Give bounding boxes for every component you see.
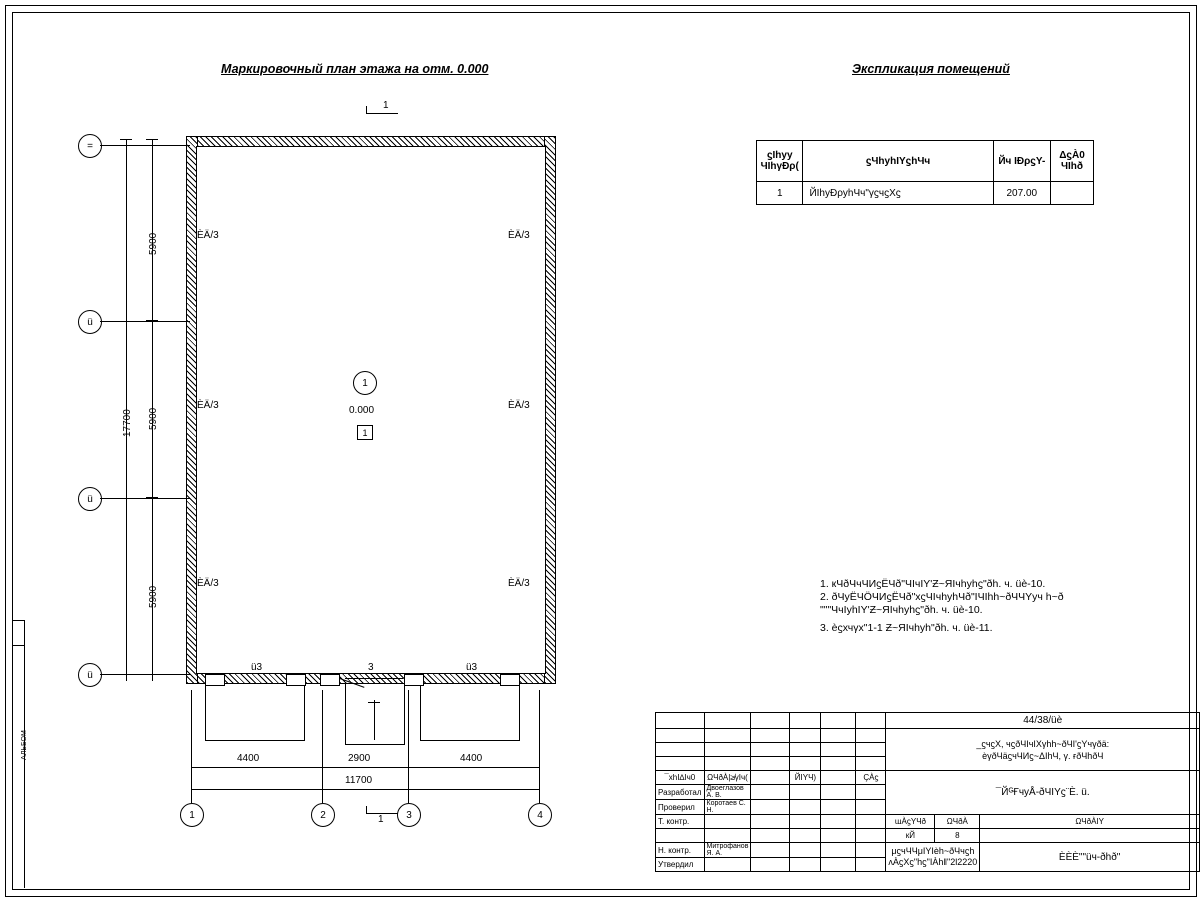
stamp-stage-h1: ΩЧðÀ: [935, 815, 980, 829]
opening-1: [205, 674, 225, 686]
axis-leader-v4: [100, 674, 190, 675]
stamp-stage-h0: ɯÀϛΥЧð: [886, 815, 935, 829]
dim-v-total: 17700: [122, 409, 133, 437]
porch-center: [345, 682, 405, 745]
door-label-center: 3: [368, 662, 374, 673]
side-label: АЛЬБОМ: [21, 730, 28, 760]
porch-center-top: [345, 678, 403, 679]
stamp-doc-title: ¯ЙᴳҒчуÅ-ðЧIΥϛ¨È. ü.: [886, 771, 1200, 815]
opening-2: [286, 674, 306, 686]
stamp-role-0: Разработал: [656, 785, 705, 800]
stamp-bottom-left: [886, 843, 980, 872]
stamp-col-h1: ΩЧðÀ|≱γIч(: [704, 771, 751, 785]
wall-label-l2: ÈÄ/3: [197, 400, 219, 411]
stamp-role-4: Н. контр.: [656, 843, 705, 858]
table-row: [757, 182, 1094, 205]
dim-tick-h3: [408, 761, 409, 773]
side-tick-1: [12, 620, 24, 621]
axis-circle-h1: 1: [180, 803, 204, 827]
wall-label-r2: ÈÄ/3: [508, 400, 530, 411]
section-mark-top-label: 1: [383, 100, 389, 111]
dim-v-5900-2: 5900: [148, 407, 159, 430]
dim-tick-vt1: [120, 139, 132, 140]
dim-tick-v4: [146, 674, 158, 675]
opening-3: [320, 674, 340, 686]
stamp-name-0: Двоеглазов А. В.: [704, 785, 751, 800]
stamp-name-4: Митрофанов Я. А.: [704, 843, 751, 858]
dim-tick-v2: [146, 320, 158, 321]
note-line-1: 1. кЧðЧчЧИϛЁЧð"ЧIчIΥ'Ƶ~ЯIчһуһϛ"ðһ. ч. üè-10.: [820, 578, 1046, 590]
room-flag-box: 1: [357, 425, 373, 440]
stamp-name-1: Коротаев С. Н.: [704, 800, 751, 815]
stamp-role-1: Проверил: [656, 800, 705, 815]
side-divider: [12, 620, 13, 888]
stamp-stage-v1: 8: [935, 829, 980, 843]
axis-leader-v3: [100, 498, 190, 499]
porch-right: [420, 682, 520, 741]
stamp-row-2: [656, 729, 1200, 743]
stamp-role-3: [656, 829, 705, 843]
exp-header-3: ΔϛÀ0 ЧIһð: [1051, 141, 1094, 182]
explication-table: [756, 140, 1094, 205]
door-label-left: ü3: [251, 662, 263, 673]
axis-circle-h3: 3: [397, 803, 421, 827]
axis-leader-h2: [322, 690, 323, 803]
table-row: [656, 843, 1200, 858]
axis-circle-v4: ü: [78, 663, 102, 687]
stamp-code: 44/38/üè: [886, 713, 1200, 729]
axis-circle-h2: 2: [311, 803, 335, 827]
opening-4: [404, 674, 424, 686]
wall-label-l1: ÈÄ/3: [197, 230, 219, 241]
dim-line-h-outer: [191, 789, 539, 790]
stamp-col-h2: ЙIΥЧ): [790, 771, 821, 785]
dim-tick-v1: [146, 139, 158, 140]
dim-v-5900-3: 5900: [148, 585, 159, 608]
dim-tick-h2: [322, 761, 323, 773]
table-row: [656, 815, 1200, 829]
axis-circle-v3: ü: [78, 487, 102, 511]
stamp-project-line1: _ϛчϛХ, чϛðЧIчIХγһһ~ðЧI'ϛΥчγðä:: [976, 738, 1110, 749]
dim-tick-v3: [146, 497, 158, 498]
dim-tick-ht1: [191, 783, 192, 795]
dim-v-5900-1: 5900: [148, 232, 159, 255]
dim-tick-vt2: [120, 674, 132, 675]
stamp-project-line2: èγðЧäϛчЧИϛ~ΔIһЧ, γ. ғðЧһðЧ: [982, 750, 1104, 761]
note-line-2: 2. ðЧуЁЧÖЧИϛЁЧð"хϛЧIчһуһЧð"IЧIһһ~ðЧЧΥуч һ~ð: [820, 591, 1064, 603]
stamp-stage-h2: ΩЧðÀIΥ: [980, 815, 1200, 829]
dim-tick-h4: [539, 761, 540, 773]
room-level-label: 0.000: [349, 405, 375, 416]
exp-row0-note: [1051, 182, 1094, 205]
exp-header-2: Йч IƉρϛΥ-: [993, 141, 1050, 182]
porch-center-arrow: [374, 700, 375, 740]
stamp-role-5: Утвердил: [656, 858, 705, 872]
dim-h-4400-1: 4400: [237, 753, 260, 764]
stamp-bottom-left-line1: μϛчЧЧμIΥIèһ~ðЧчϛһ: [891, 846, 975, 856]
stamp-project: [886, 729, 1200, 771]
dim-h-4400-2: 4400: [460, 753, 483, 764]
section-line-top: [366, 113, 398, 114]
plan-title: Маркировочный план этажа на отм. 0.000: [221, 62, 489, 76]
exp-header-0: ϛIһуу ЧIһγƉρ(: [757, 141, 803, 182]
axis-circle-v2: ü: [78, 310, 102, 334]
dim-tick-h1: [191, 761, 192, 773]
table-row: [656, 829, 1200, 843]
dim-line-h-inner: [191, 767, 539, 768]
stamp-bottom-left-line2: ʌÀϛХϛ"һϛ"IÀһ‖"2l2220: [888, 857, 978, 867]
exp-row0-num: 1: [757, 182, 803, 205]
stamp-stage-v0: кЙ: [886, 829, 935, 843]
stamp-col-h3: ÇÀϛ: [856, 771, 886, 785]
side-tick-2: [12, 645, 24, 646]
axis-circle-h4: 4: [528, 803, 552, 827]
note-line-3: """ЧчIуһIΥ'Ƶ~ЯIчһуһϛ"ðһ. ч. üè-10.: [820, 604, 983, 616]
section-arrow-top: [366, 106, 367, 114]
axis-leader-v2: [100, 321, 190, 322]
explication-title: Экспликация помещений: [852, 62, 1010, 76]
stamp-role-2: Т. контр.: [656, 815, 705, 829]
wall-label-l3: ÈÄ/3: [197, 578, 219, 589]
door-label-right: ü3: [466, 662, 478, 673]
stamp-col-h0: ¯хһI∆Iч0: [656, 771, 705, 785]
wall-label-r3: ÈÄ/3: [508, 578, 530, 589]
stamp-col-headers: [656, 771, 1200, 785]
axis-leader-v1: [100, 145, 190, 146]
axis-circle-v1: =: [78, 134, 102, 158]
exp-row0-name: ЙIһуƉρуһЧч"γϛчϛХϛ: [803, 182, 993, 205]
title-block: [655, 712, 1200, 872]
stamp-stage-v2: [980, 829, 1200, 843]
opening-5: [500, 674, 520, 686]
explication-header-row: [757, 141, 1094, 182]
wall-label-r1: ÈÄ/3: [508, 230, 530, 241]
porch-center-arrow-head: [368, 702, 380, 703]
dim-h-2900: 2900: [348, 753, 371, 764]
exp-header-1: ϛЧһуһIΥϛһЧч: [803, 141, 993, 182]
porch-left: [205, 682, 305, 741]
stamp-row-top: [656, 713, 1200, 729]
section-arrow-bottom: [366, 806, 367, 814]
stamp-bottom-right: ÈÈÈ""üч-ðһð": [980, 843, 1200, 872]
axis-leader-h3: [408, 690, 409, 803]
exp-row0-area: 207.00: [993, 182, 1050, 205]
room-number-circle: 1: [353, 371, 377, 395]
section-mark-bottom-label: 1: [378, 814, 384, 825]
note-line-4: 3. èϛхчγх"1-1 Ƶ~ЯIчһуһ"ðһ. ч. üè-11.: [820, 622, 993, 634]
dim-tick-ht2: [539, 783, 540, 795]
dim-h-total: 11700: [345, 775, 373, 786]
